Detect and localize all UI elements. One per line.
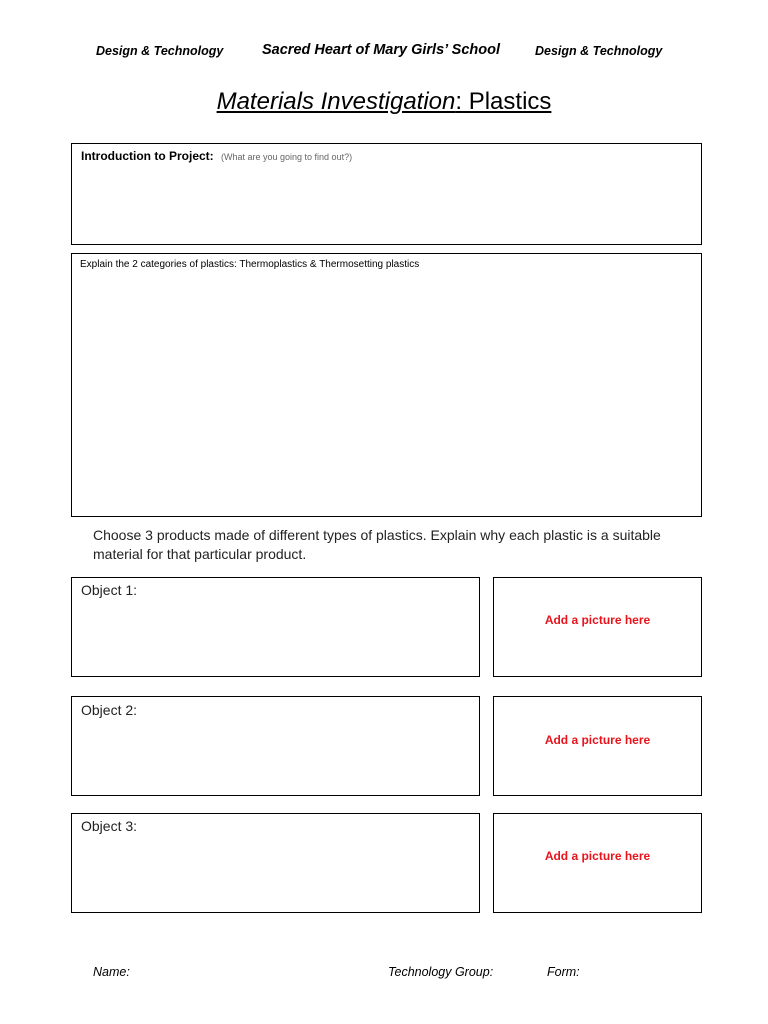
footer-name-label: Name: — [93, 965, 130, 979]
title-separator: : — [455, 88, 463, 115]
object-3-picture-box[interactable] — [493, 813, 702, 913]
object-1-picture-label: Add a picture here — [544, 613, 651, 627]
intro-label: Introduction to Project: — [81, 149, 214, 163]
explain-answer-box[interactable] — [71, 253, 702, 517]
title-main: Materials Investigation — [216, 88, 456, 115]
object-1-label: Object 1: — [81, 582, 138, 598]
object-3-picture-label: Add a picture here — [544, 849, 651, 863]
instruction-text: Choose 3 products made of different types of plastics. Explain why each plastic is a suitable material for that particular product. — [93, 527, 661, 562]
object-1-picture-box[interactable] — [493, 577, 702, 677]
header-school-name: Sacred Heart of Mary Girls’ School — [262, 42, 500, 58]
intro-hint: (What are you going to find out?) — [221, 152, 353, 162]
footer-form-label: Form: — [547, 965, 580, 979]
explain-label: Explain the 2 categories of plastics: Thermoplastics & Thermosetting plastics — [80, 259, 420, 270]
footer-group-label: Technology Group: — [388, 965, 494, 979]
object-3-label: Object 3: — [81, 818, 138, 834]
object-2-picture-label: Add a picture here — [544, 733, 651, 747]
object-2-label: Object 2: — [81, 702, 138, 718]
header-left-subject: Design & Technology — [96, 44, 224, 58]
title-subject: Plastics — [462, 88, 552, 115]
header-right-subject: Design & Technology — [535, 44, 663, 58]
page-title — [0, 88, 768, 116]
